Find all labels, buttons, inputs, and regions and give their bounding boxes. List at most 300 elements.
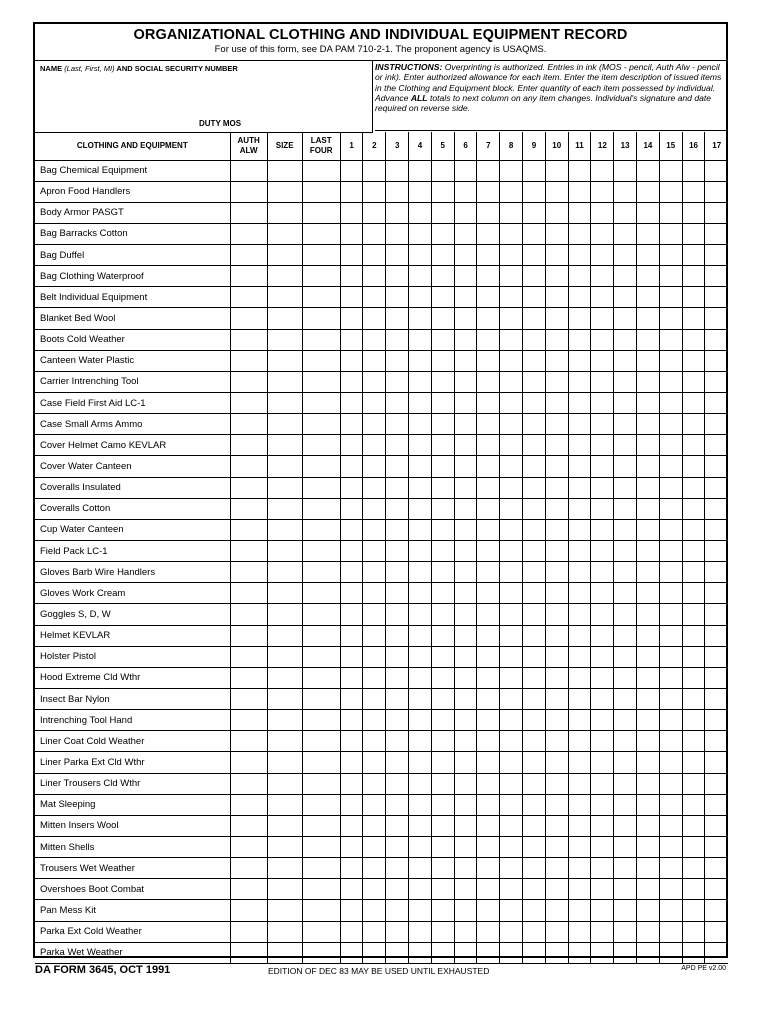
- entry-cell[interactable]: [545, 858, 568, 879]
- entry-cell[interactable]: [302, 371, 340, 392]
- entry-cell[interactable]: [454, 498, 477, 519]
- entry-cell[interactable]: [477, 223, 500, 244]
- entry-cell[interactable]: [705, 837, 728, 858]
- entry-cell[interactable]: [682, 773, 705, 794]
- entry-cell[interactable]: [659, 477, 682, 498]
- entry-cell[interactable]: [386, 519, 409, 540]
- entry-cell[interactable]: [568, 160, 591, 181]
- entry-cell[interactable]: [682, 625, 705, 646]
- entry-cell[interactable]: [454, 942, 477, 963]
- entry-cell[interactable]: [386, 625, 409, 646]
- entry-cell[interactable]: [614, 752, 637, 773]
- entry-cell[interactable]: [614, 223, 637, 244]
- entry-cell[interactable]: [591, 181, 614, 202]
- entry-cell[interactable]: [267, 541, 302, 562]
- entry-cell[interactable]: [545, 371, 568, 392]
- entry-cell[interactable]: [545, 266, 568, 287]
- entry-cell[interactable]: [500, 245, 523, 266]
- entry-cell[interactable]: [568, 202, 591, 223]
- entry-cell[interactable]: [230, 160, 267, 181]
- entry-cell[interactable]: [477, 287, 500, 308]
- entry-cell[interactable]: [363, 498, 386, 519]
- entry-cell[interactable]: [340, 202, 363, 223]
- entry-cell[interactable]: [454, 710, 477, 731]
- entry-cell[interactable]: [614, 604, 637, 625]
- entry-cell[interactable]: [302, 435, 340, 456]
- entry-cell[interactable]: [409, 815, 432, 836]
- entry-cell[interactable]: [302, 604, 340, 625]
- entry-cell[interactable]: [454, 223, 477, 244]
- entry-cell[interactable]: [523, 245, 546, 266]
- entry-cell[interactable]: [386, 329, 409, 350]
- entry-cell[interactable]: [230, 625, 267, 646]
- entry-cell[interactable]: [568, 625, 591, 646]
- entry-cell[interactable]: [637, 519, 660, 540]
- entry-cell[interactable]: [267, 815, 302, 836]
- entry-cell[interactable]: [659, 710, 682, 731]
- entry-cell[interactable]: [614, 266, 637, 287]
- entry-cell[interactable]: [477, 689, 500, 710]
- entry-cell[interactable]: [545, 837, 568, 858]
- entry-cell[interactable]: [614, 414, 637, 435]
- entry-cell[interactable]: [431, 773, 454, 794]
- entry-cell[interactable]: [591, 942, 614, 963]
- entry-cell[interactable]: [267, 794, 302, 815]
- entry-cell[interactable]: [363, 266, 386, 287]
- entry-cell[interactable]: [454, 308, 477, 329]
- entry-cell[interactable]: [386, 350, 409, 371]
- entry-cell[interactable]: [637, 858, 660, 879]
- entry-cell[interactable]: [409, 223, 432, 244]
- entry-cell[interactable]: [477, 858, 500, 879]
- entry-cell[interactable]: [477, 646, 500, 667]
- entry-cell[interactable]: [523, 604, 546, 625]
- entry-cell[interactable]: [614, 202, 637, 223]
- entry-cell[interactable]: [431, 435, 454, 456]
- entry-cell[interactable]: [659, 731, 682, 752]
- entry-cell[interactable]: [386, 181, 409, 202]
- entry-cell[interactable]: [568, 456, 591, 477]
- entry-cell[interactable]: [340, 858, 363, 879]
- entry-cell[interactable]: [230, 710, 267, 731]
- entry-cell[interactable]: [591, 541, 614, 562]
- entry-cell[interactable]: [477, 879, 500, 900]
- name-ssn-field[interactable]: [35, 60, 373, 133]
- entry-cell[interactable]: [477, 266, 500, 287]
- entry-cell[interactable]: [340, 350, 363, 371]
- entry-cell[interactable]: [614, 393, 637, 414]
- entry-cell[interactable]: [340, 181, 363, 202]
- entry-cell[interactable]: [454, 541, 477, 562]
- entry-cell[interactable]: [682, 477, 705, 498]
- entry-cell[interactable]: [705, 202, 728, 223]
- entry-cell[interactable]: [363, 435, 386, 456]
- entry-cell[interactable]: [500, 308, 523, 329]
- entry-cell[interactable]: [386, 837, 409, 858]
- entry-cell[interactable]: [431, 815, 454, 836]
- entry-cell[interactable]: [340, 689, 363, 710]
- entry-cell[interactable]: [477, 245, 500, 266]
- entry-cell[interactable]: [568, 329, 591, 350]
- entry-cell[interactable]: [431, 160, 454, 181]
- entry-cell[interactable]: [591, 667, 614, 688]
- entry-cell[interactable]: [614, 160, 637, 181]
- entry-cell[interactable]: [637, 477, 660, 498]
- entry-cell[interactable]: [267, 942, 302, 963]
- entry-cell[interactable]: [363, 921, 386, 942]
- entry-cell[interactable]: [705, 583, 728, 604]
- entry-cell[interactable]: [659, 879, 682, 900]
- entry-cell[interactable]: [637, 308, 660, 329]
- entry-cell[interactable]: [230, 604, 267, 625]
- entry-cell[interactable]: [705, 498, 728, 519]
- entry-cell[interactable]: [659, 435, 682, 456]
- entry-cell[interactable]: [267, 858, 302, 879]
- entry-cell[interactable]: [591, 308, 614, 329]
- entry-cell[interactable]: [409, 160, 432, 181]
- entry-cell[interactable]: [705, 519, 728, 540]
- entry-cell[interactable]: [523, 921, 546, 942]
- entry-cell[interactable]: [302, 245, 340, 266]
- entry-cell[interactable]: [705, 689, 728, 710]
- entry-cell[interactable]: [523, 731, 546, 752]
- entry-cell[interactable]: [637, 287, 660, 308]
- entry-cell[interactable]: [637, 837, 660, 858]
- entry-cell[interactable]: [591, 646, 614, 667]
- entry-cell[interactable]: [705, 604, 728, 625]
- entry-cell[interactable]: [545, 414, 568, 435]
- entry-cell[interactable]: [523, 181, 546, 202]
- entry-cell[interactable]: [614, 541, 637, 562]
- entry-cell[interactable]: [409, 245, 432, 266]
- entry-cell[interactable]: [637, 160, 660, 181]
- entry-cell[interactable]: [682, 435, 705, 456]
- entry-cell[interactable]: [340, 667, 363, 688]
- entry-cell[interactable]: [591, 160, 614, 181]
- entry-cell[interactable]: [431, 371, 454, 392]
- entry-cell[interactable]: [302, 646, 340, 667]
- entry-cell[interactable]: [659, 393, 682, 414]
- entry-cell[interactable]: [682, 942, 705, 963]
- entry-cell[interactable]: [523, 435, 546, 456]
- entry-cell[interactable]: [340, 900, 363, 921]
- entry-cell[interactable]: [637, 456, 660, 477]
- entry-cell[interactable]: [682, 667, 705, 688]
- entry-cell[interactable]: [409, 583, 432, 604]
- entry-cell[interactable]: [705, 752, 728, 773]
- entry-cell[interactable]: [500, 900, 523, 921]
- entry-cell[interactable]: [477, 794, 500, 815]
- entry-cell[interactable]: [659, 202, 682, 223]
- entry-cell[interactable]: [659, 308, 682, 329]
- entry-cell[interactable]: [705, 794, 728, 815]
- entry-cell[interactable]: [591, 583, 614, 604]
- entry-cell[interactable]: [340, 815, 363, 836]
- entry-cell[interactable]: [340, 794, 363, 815]
- entry-cell[interactable]: [659, 942, 682, 963]
- entry-cell[interactable]: [682, 181, 705, 202]
- entry-cell[interactable]: [363, 287, 386, 308]
- entry-cell[interactable]: [267, 498, 302, 519]
- entry-cell[interactable]: [431, 350, 454, 371]
- entry-cell[interactable]: [500, 604, 523, 625]
- entry-cell[interactable]: [568, 414, 591, 435]
- entry-cell[interactable]: [477, 562, 500, 583]
- entry-cell[interactable]: [340, 604, 363, 625]
- entry-cell[interactable]: [302, 689, 340, 710]
- entry-cell[interactable]: [477, 900, 500, 921]
- entry-cell[interactable]: [267, 329, 302, 350]
- entry-cell[interactable]: [230, 202, 267, 223]
- entry-cell[interactable]: [591, 245, 614, 266]
- entry-cell[interactable]: [614, 350, 637, 371]
- entry-cell[interactable]: [637, 393, 660, 414]
- entry-cell[interactable]: [659, 329, 682, 350]
- entry-cell[interactable]: [523, 371, 546, 392]
- entry-cell[interactable]: [614, 181, 637, 202]
- entry-cell[interactable]: [340, 921, 363, 942]
- entry-cell[interactable]: [705, 942, 728, 963]
- entry-cell[interactable]: [431, 181, 454, 202]
- entry-cell[interactable]: [614, 689, 637, 710]
- entry-cell[interactable]: [409, 562, 432, 583]
- entry-cell[interactable]: [230, 541, 267, 562]
- entry-cell[interactable]: [523, 329, 546, 350]
- entry-cell[interactable]: [545, 773, 568, 794]
- entry-cell[interactable]: [682, 266, 705, 287]
- entry-cell[interactable]: [500, 371, 523, 392]
- entry-cell[interactable]: [230, 731, 267, 752]
- entry-cell[interactable]: [591, 414, 614, 435]
- entry-cell[interactable]: [523, 625, 546, 646]
- entry-cell[interactable]: [682, 752, 705, 773]
- entry-cell[interactable]: [500, 498, 523, 519]
- entry-cell[interactable]: [477, 308, 500, 329]
- entry-cell[interactable]: [591, 921, 614, 942]
- entry-cell[interactable]: [682, 921, 705, 942]
- entry-cell[interactable]: [659, 583, 682, 604]
- entry-cell[interactable]: [523, 350, 546, 371]
- entry-cell[interactable]: [568, 181, 591, 202]
- entry-cell[interactable]: [545, 456, 568, 477]
- entry-cell[interactable]: [568, 371, 591, 392]
- entry-cell[interactable]: [500, 329, 523, 350]
- entry-cell[interactable]: [477, 160, 500, 181]
- entry-cell[interactable]: [431, 625, 454, 646]
- entry-cell[interactable]: [302, 393, 340, 414]
- entry-cell[interactable]: [340, 245, 363, 266]
- entry-cell[interactable]: [477, 731, 500, 752]
- entry-cell[interactable]: [409, 456, 432, 477]
- entry-cell[interactable]: [614, 329, 637, 350]
- entry-cell[interactable]: [431, 456, 454, 477]
- entry-cell[interactable]: [386, 752, 409, 773]
- entry-cell[interactable]: [230, 181, 267, 202]
- entry-cell[interactable]: [302, 667, 340, 688]
- entry-cell[interactable]: [230, 858, 267, 879]
- entry-cell[interactable]: [267, 371, 302, 392]
- entry-cell[interactable]: [545, 477, 568, 498]
- entry-cell[interactable]: [545, 350, 568, 371]
- entry-cell[interactable]: [682, 731, 705, 752]
- entry-cell[interactable]: [267, 689, 302, 710]
- entry-cell[interactable]: [267, 456, 302, 477]
- entry-cell[interactable]: [614, 837, 637, 858]
- entry-cell[interactable]: [431, 329, 454, 350]
- entry-cell[interactable]: [659, 921, 682, 942]
- entry-cell[interactable]: [386, 942, 409, 963]
- entry-cell[interactable]: [637, 942, 660, 963]
- entry-cell[interactable]: [568, 435, 591, 456]
- entry-cell[interactable]: [637, 900, 660, 921]
- entry-cell[interactable]: [523, 456, 546, 477]
- entry-cell[interactable]: [500, 562, 523, 583]
- entry-cell[interactable]: [267, 900, 302, 921]
- entry-cell[interactable]: [363, 731, 386, 752]
- entry-cell[interactable]: [409, 625, 432, 646]
- entry-cell[interactable]: [614, 900, 637, 921]
- entry-cell[interactable]: [523, 583, 546, 604]
- entry-cell[interactable]: [340, 541, 363, 562]
- entry-cell[interactable]: [591, 879, 614, 900]
- entry-cell[interactable]: [409, 752, 432, 773]
- entry-cell[interactable]: [431, 498, 454, 519]
- entry-cell[interactable]: [637, 414, 660, 435]
- entry-cell[interactable]: [568, 245, 591, 266]
- entry-cell[interactable]: [363, 689, 386, 710]
- entry-cell[interactable]: [545, 879, 568, 900]
- entry-cell[interactable]: [363, 181, 386, 202]
- entry-cell[interactable]: [614, 794, 637, 815]
- entry-cell[interactable]: [682, 794, 705, 815]
- entry-cell[interactable]: [545, 562, 568, 583]
- entry-cell[interactable]: [230, 223, 267, 244]
- entry-cell[interactable]: [454, 921, 477, 942]
- entry-cell[interactable]: [477, 456, 500, 477]
- entry-cell[interactable]: [591, 773, 614, 794]
- entry-cell[interactable]: [409, 921, 432, 942]
- entry-cell[interactable]: [386, 287, 409, 308]
- entry-cell[interactable]: [267, 731, 302, 752]
- entry-cell[interactable]: [386, 879, 409, 900]
- entry-cell[interactable]: [477, 942, 500, 963]
- entry-cell[interactable]: [614, 519, 637, 540]
- entry-cell[interactable]: [386, 202, 409, 223]
- entry-cell[interactable]: [409, 414, 432, 435]
- entry-cell[interactable]: [230, 266, 267, 287]
- entry-cell[interactable]: [545, 752, 568, 773]
- entry-cell[interactable]: [267, 223, 302, 244]
- entry-cell[interactable]: [500, 625, 523, 646]
- entry-cell[interactable]: [302, 900, 340, 921]
- entry-cell[interactable]: [431, 541, 454, 562]
- entry-cell[interactable]: [568, 710, 591, 731]
- entry-cell[interactable]: [363, 223, 386, 244]
- entry-cell[interactable]: [682, 900, 705, 921]
- entry-cell[interactable]: [477, 202, 500, 223]
- entry-cell[interactable]: [523, 900, 546, 921]
- entry-cell[interactable]: [302, 858, 340, 879]
- entry-cell[interactable]: [614, 456, 637, 477]
- entry-cell[interactable]: [591, 752, 614, 773]
- entry-cell[interactable]: [230, 942, 267, 963]
- entry-cell[interactable]: [659, 689, 682, 710]
- entry-cell[interactable]: [500, 287, 523, 308]
- entry-cell[interactable]: [637, 731, 660, 752]
- entry-cell[interactable]: [682, 815, 705, 836]
- entry-cell[interactable]: [659, 266, 682, 287]
- entry-cell[interactable]: [591, 625, 614, 646]
- entry-cell[interactable]: [340, 266, 363, 287]
- entry-cell[interactable]: [431, 858, 454, 879]
- entry-cell[interactable]: [363, 414, 386, 435]
- entry-cell[interactable]: [500, 477, 523, 498]
- entry-cell[interactable]: [614, 710, 637, 731]
- entry-cell[interactable]: [302, 562, 340, 583]
- entry-cell[interactable]: [614, 773, 637, 794]
- entry-cell[interactable]: [545, 794, 568, 815]
- entry-cell[interactable]: [659, 667, 682, 688]
- entry-cell[interactable]: [568, 921, 591, 942]
- entry-cell[interactable]: [454, 689, 477, 710]
- entry-cell[interactable]: [637, 181, 660, 202]
- entry-cell[interactable]: [500, 223, 523, 244]
- entry-cell[interactable]: [637, 583, 660, 604]
- entry-cell[interactable]: [454, 350, 477, 371]
- entry-cell[interactable]: [614, 287, 637, 308]
- entry-cell[interactable]: [614, 371, 637, 392]
- entry-cell[interactable]: [230, 583, 267, 604]
- entry-cell[interactable]: [705, 456, 728, 477]
- entry-cell[interactable]: [230, 900, 267, 921]
- entry-cell[interactable]: [523, 794, 546, 815]
- entry-cell[interactable]: [682, 308, 705, 329]
- entry-cell[interactable]: [523, 879, 546, 900]
- entry-cell[interactable]: [386, 710, 409, 731]
- entry-cell[interactable]: [230, 435, 267, 456]
- entry-cell[interactable]: [230, 245, 267, 266]
- entry-cell[interactable]: [500, 879, 523, 900]
- entry-cell[interactable]: [637, 498, 660, 519]
- entry-cell[interactable]: [659, 160, 682, 181]
- entry-cell[interactable]: [614, 435, 637, 456]
- entry-cell[interactable]: [545, 900, 568, 921]
- entry-cell[interactable]: [682, 245, 705, 266]
- entry-cell[interactable]: [340, 371, 363, 392]
- entry-cell[interactable]: [454, 815, 477, 836]
- entry-cell[interactable]: [545, 519, 568, 540]
- entry-cell[interactable]: [409, 308, 432, 329]
- entry-cell[interactable]: [454, 414, 477, 435]
- entry-cell[interactable]: [340, 414, 363, 435]
- entry-cell[interactable]: [591, 329, 614, 350]
- entry-cell[interactable]: [545, 435, 568, 456]
- entry-cell[interactable]: [682, 583, 705, 604]
- entry-cell[interactable]: [230, 879, 267, 900]
- entry-cell[interactable]: [568, 646, 591, 667]
- entry-cell[interactable]: [705, 731, 728, 752]
- entry-cell[interactable]: [454, 477, 477, 498]
- entry-cell[interactable]: [591, 435, 614, 456]
- entry-cell[interactable]: [386, 414, 409, 435]
- entry-cell[interactable]: [637, 223, 660, 244]
- entry-cell[interactable]: [477, 815, 500, 836]
- entry-cell[interactable]: [363, 794, 386, 815]
- entry-cell[interactable]: [637, 245, 660, 266]
- entry-cell[interactable]: [637, 562, 660, 583]
- entry-cell[interactable]: [267, 773, 302, 794]
- entry-cell[interactable]: [682, 393, 705, 414]
